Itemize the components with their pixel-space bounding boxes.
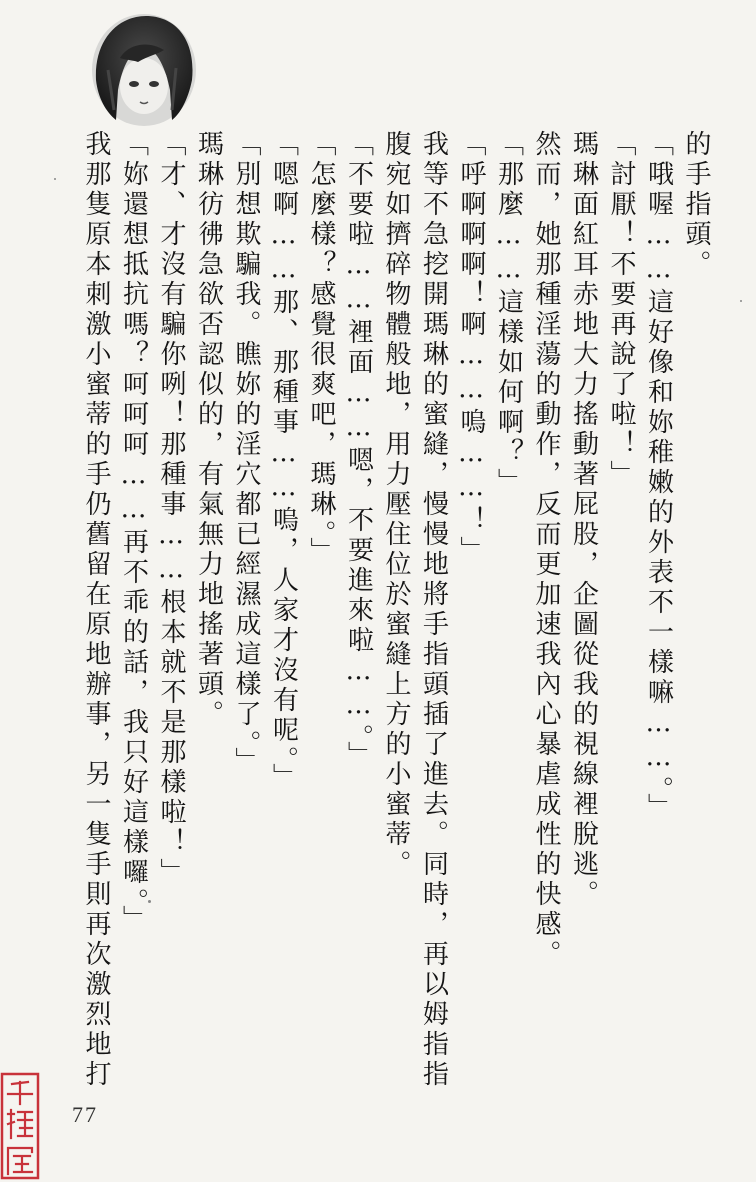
text-line: 瑪琳面紅耳赤地大力搖動著屁股，企圖從我的視線裡脫逃。 — [568, 130, 599, 910]
text-line: 「才、才沒有騙你咧！那種事……根本就不是那樣啦！」 — [156, 130, 186, 888]
paper-speck — [740, 300, 742, 302]
text-line: 「嗯啊……那、那種事……嗚，人家才沒有呢。」 — [268, 130, 299, 793]
text-line: 腹宛如擠碎物體般地，用力壓住位於蜜縫上方的小蜜蒂。 — [381, 130, 411, 880]
text-line: 「呼啊啊啊！啊……嗚……！」 — [456, 130, 486, 566]
text-line: 「怎麼樣？感覺很爽吧，瑪琳。」 — [306, 130, 336, 567]
paper-speck — [148, 900, 151, 903]
text-line: 然而，她那種淫蕩的動作，反而更加速我內心暴虐成性的快感。 — [531, 130, 561, 970]
text-line: 「妳還想抵抗嗎？呵呵呵……再不乖的話，我只好這樣囉。」 — [118, 130, 149, 935]
text-line: 我等不急挖開瑪琳的蜜縫，慢慢地將手指頭插了進去。同時，再以姆指指 — [418, 130, 449, 1090]
text-line: 「那麼……這樣如何啊？」 — [493, 130, 524, 498]
vertical-text-body — [34, 130, 714, 1090]
text-line: 「哦喔……這好像和妳稚嫩的外表不一樣嘛……。」 — [643, 130, 674, 823]
red-seal-stamp — [0, 1072, 40, 1180]
text-line: 「不要啦……裡面……嗯，不要進來啦……。」 — [343, 130, 374, 771]
text-line: 瑪琳彷彿急欲否認似的，有氣無力地搖著頭。 — [193, 130, 224, 730]
text-line: 的手指頭。 — [681, 130, 711, 280]
text-line: 我那隻原本刺激小蜜蒂的手仍舊留在原地辦事，另一隻手則再次激烈地打 — [81, 130, 111, 1090]
text-line: 「討厭！不要再說了啦！」 — [606, 130, 636, 490]
page-number: 77 — [72, 1102, 98, 1127]
paper-speck — [54, 178, 56, 180]
character-portrait — [88, 10, 200, 130]
text-line: 「別想欺騙我。瞧妳的淫穴都已經濕成這樣了。」 — [231, 130, 261, 777]
